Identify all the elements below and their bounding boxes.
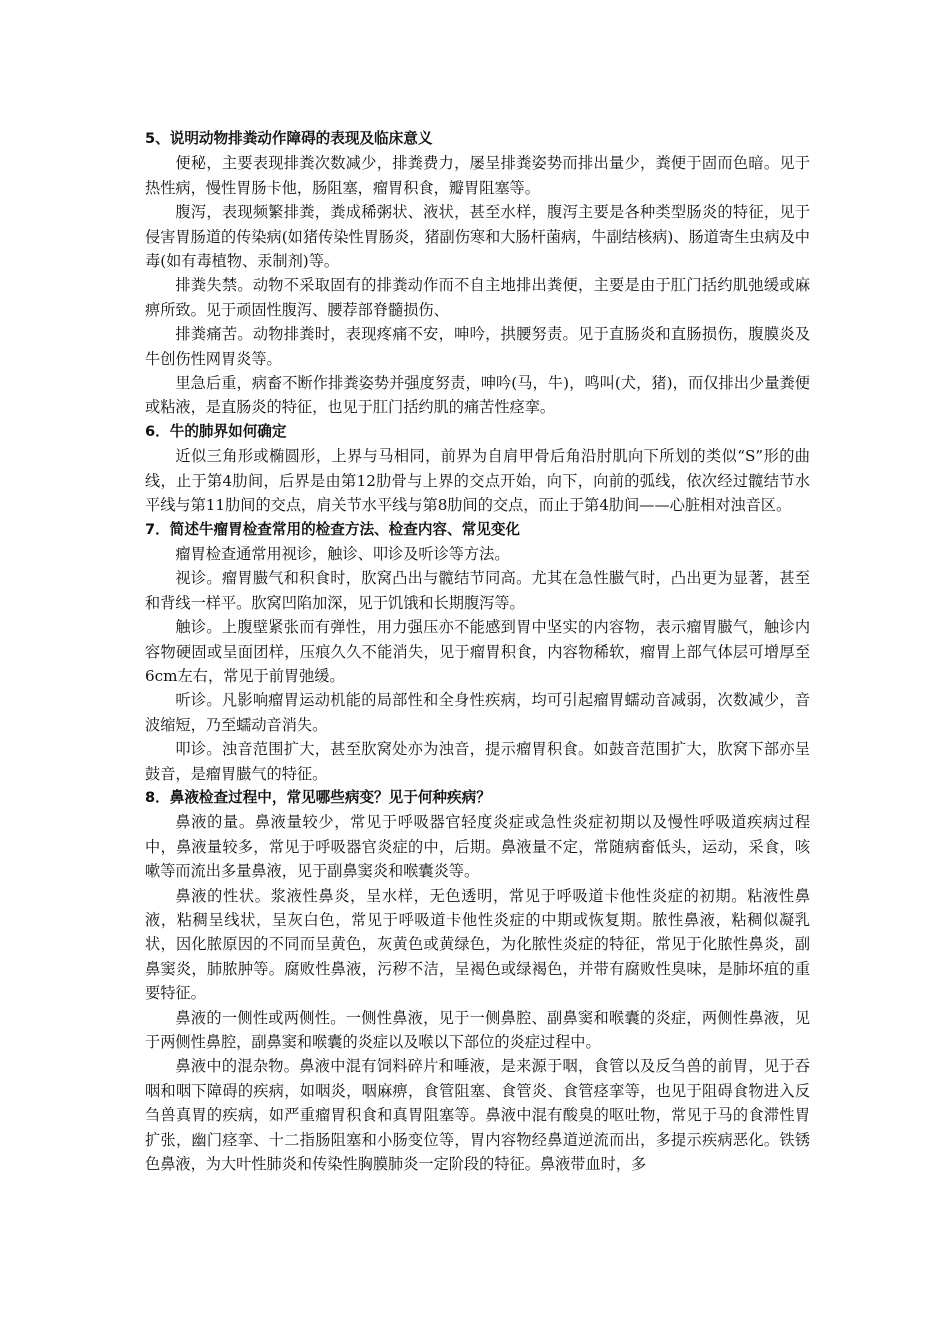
section-heading: 5、说明动物排粪动作障碍的表现及临床意义: [145, 130, 433, 147]
section-5: [145, 127, 810, 420]
section-heading: 7．简述牛瘤胃检查常用的检查方法、检查内容、常见变化: [145, 520, 521, 538]
section-8: [145, 786, 810, 1177]
paragraph: 排粪痛苦。动物排粪时，表现疼痛不安，呻吟，拱腰努责。见于直肠炎和直肠损伤，腹膜炎及牛创伤性网胃炎等。: [145, 325, 810, 368]
paragraph: 鼻液的性状。浆液性鼻炎，呈水样，无色透明，常见于呼吸道卡他性炎症的初期。粘液性鼻液，粘稠呈线状，呈灰白色，常见于呼吸道卡他性炎症的中期或恢复期。脓性鼻液，粘稠似凝乳状，因化脓原因的不同而呈黄色，灰黄色或黄绿色，为化脓性炎症的特征，常见于化脓性鼻炎，副鼻窦炎，肺脓肿等。腐败性鼻液，污秽不洁，呈褐色或绿褐色，并带有腐败性臭味，是肺坏疽的重要特征。: [145, 886, 810, 1003]
paragraph: 视诊。瘤胃臌气和积食时，肷窝凸出与髋结节同高。尤其在急性臌气时，凸出更为显著，甚至和背线一样平。肷窝凹陷加深，见于饥饿和长期腹泻等。: [145, 569, 810, 612]
paragraph: 腹泻，表现频繁排粪，粪成稀粥状、液状，甚至水样，腹泻主要是各种类型肠炎的特征，见于侵害胃肠道的传染病(如猪传染性胃肠炎，猪副伤寒和大肠杆菌病，牛副结核病)、肠道寄生虫病及中毒(如有毒植物、汞制剂)等。: [145, 203, 810, 271]
paragraph: 触诊。上腹壁紧张而有弹性，用力强压亦不能感到胃中坚实的内容物，表示瘤胃臌气，触诊内容物硬固或呈面团样，压痕久久不能消失，见于瘤胃积食，内容物稀软，瘤胃上部气体层可增厚至6cm左右，常见于前胃弛缓。: [145, 618, 810, 685]
section-heading: 8．鼻液检查过程中，常见哪些病变？见于何种疾病？: [145, 788, 491, 806]
paragraph: 近似三角形或椭圆形，上界与马相同，前界为自肩甲骨后角沿肘肌向下所划的类似“S”形的曲线，止于第4肋间，后界是由第12肋骨与上界的交点开始，向下，向前的弧线，依次经过髋结节水平线与第11肋间的交点，肩关节水平线与第8肋间的交点，而止于第4肋间——心脏相对浊音区。: [145, 447, 810, 515]
paragraph: 便秘，主要表现排粪次数减少，排粪费力，屡呈排粪姿势而排出量少，粪便于固而色暗。见于热性病，慢性胃肠卡他，肠阻塞，瘤胃积食，瓣胃阻塞等。: [145, 154, 810, 197]
paragraph: 鼻液中的混杂物。鼻液中混有饲料碎片和唾液，是来源于咽，食管以及反刍兽的前胃，见于吞咽和咽下障碍的疾病，如咽炎，咽麻痹，食管阻塞、食管炎、食管痉挛等，也见于阻碍食物进入反刍兽真胃的疾病，如严重瘤胃积食和真胃阻塞等。鼻液中混有酸臭的呕吐物，常见于马的食滞性胃扩张，幽门痉挛、十二指肠阻塞和小肠变位等，胃内容物经鼻道逆流而出，多提示疾病恶化。铁锈色鼻液，为大叶性肺炎和传染性胸膜肺炎一定阶段的特征。鼻液带血时，多: [145, 1057, 810, 1174]
document-page: [145, 127, 810, 1176]
paragraph: 瘤胃检查通常用视诊，触诊、叩诊及听诊等方法。: [175, 544, 510, 563]
paragraph: 鼻液的量。鼻液量较少，常见于呼吸器官轻度炎症或急性炎症初期以及慢性呼吸道疾病过程中，鼻液量较多，常见于呼吸器官炎症的中，后期。鼻液量不定，常随病畜低头，运动，采食，咳嗽等而流出多量鼻液，见于副鼻窦炎和喉囊炎等。: [145, 813, 810, 881]
paragraph: 鼻液的一侧性或两侧性。一侧性鼻液，见于一侧鼻腔、副鼻窦和喉囊的炎症，两侧性鼻液，见于两侧性鼻腔，副鼻窦和喉囊的炎症以及喉以下部位的炎症过程中。: [145, 1008, 810, 1052]
section-heading: 6．牛的肺界如何确定: [145, 422, 287, 440]
paragraph: 排粪失禁。动物不采取固有的排粪动作而不自主地排出粪便，主要是由于肛门括约肌弛缓或麻痹所致。见于顽固性腹泻、腰荐部脊髓损伤、: [145, 276, 810, 319]
section-6: [145, 420, 810, 518]
paragraph: 听诊。凡影响瘤胃运动机能的局部性和全身性疾病，均可引起瘤胃蠕动音减弱，次数减少，音波缩短，乃至蠕动音消失。: [145, 691, 810, 734]
paragraph: 里急后重，病畜不断作排粪姿势并强度努责，呻吟(马，牛)，鸣叫(犬，猪)，而仅排出少量粪便或粘液，是直肠炎的特征，也见于肛门括约肌的痛苦性痉挛。: [145, 374, 810, 417]
section-7: [145, 518, 810, 786]
paragraph: 叩诊。浊音范围扩大，甚至肷窝处亦为浊音，提示瘤胃积食。如鼓音范围扩大，肷窝下部亦呈鼓音，是瘤胃臌气的特征。: [145, 740, 810, 783]
